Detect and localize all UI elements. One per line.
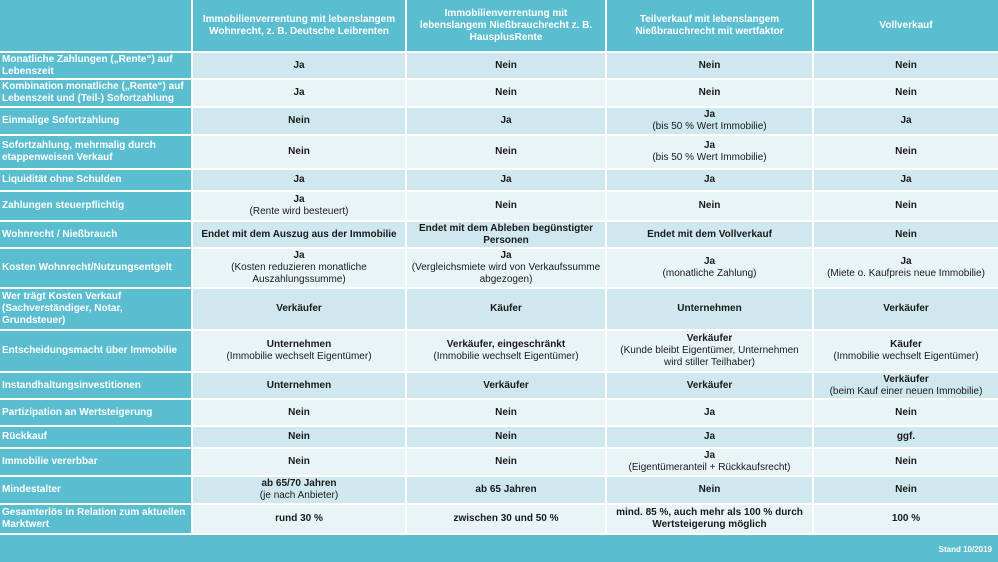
table-cell (813, 221, 998, 248)
cell-value: Ja (900, 256, 912, 267)
table-cell (606, 248, 813, 288)
table-cell (406, 372, 606, 399)
cell-value: Ja (703, 406, 716, 418)
cell-value: Ja (703, 256, 716, 267)
cell-note: (Immobilie wechselt Eigentümer) (433, 351, 579, 362)
table-cell (606, 79, 813, 107)
table-row (0, 79, 998, 107)
table-cell (406, 107, 606, 135)
table-row (0, 372, 998, 399)
cell-value: Unternehmen (677, 303, 742, 314)
row-label: Wohnrecht / Nießbrauch (0, 221, 192, 248)
table-cell (192, 448, 406, 476)
cell-value: Nein (495, 87, 517, 98)
cell-value: Verkäufer (686, 333, 733, 344)
table-row (0, 476, 998, 504)
cell-note: (Immobilie wechselt Eigentümer) (833, 351, 979, 362)
row-label: Entscheidungsmacht über Immobilie (0, 330, 192, 372)
cell-value: Nein (698, 59, 721, 71)
cell-value: Nein (288, 431, 310, 442)
cell-value: Nein (698, 87, 721, 98)
cell-value: zwischen 30 und 50 % (453, 513, 559, 524)
cell-note: (Vergleichsmiete wird von Verkaufssumme abgezogen) (411, 262, 601, 285)
cell-value: Verkäufer, eingeschränkt (446, 339, 566, 350)
table-cell (813, 79, 998, 107)
cell-value: Nein (895, 87, 917, 98)
row-label: Liquidität ohne Schulden (0, 169, 192, 191)
table-cell (606, 221, 813, 248)
cell-value: rund 30 % (275, 513, 323, 524)
table-cell (813, 399, 998, 426)
cell-value: Nein (288, 115, 310, 126)
table-cell (406, 399, 606, 426)
table-cell (813, 476, 998, 504)
cell-note: (je nach Anbieter) (259, 490, 339, 501)
row-label: Kosten Wohnrecht/Nutzungsentgelt (0, 248, 192, 288)
cell-value: Ja (703, 140, 716, 151)
cell-note: (bis 50 % Wert Immobilie) (652, 121, 767, 132)
row-label: Immobilie vererbbar (0, 448, 192, 476)
table-cell (813, 191, 998, 221)
column-header: Teilverkauf mit lebenslangem Nießbrauchrecht mit wertfaktor (606, 0, 813, 52)
cell-value: Nein (288, 406, 310, 418)
row-label: Monatliche Zahlungen („Rente“) auf Lebenszeit (0, 52, 192, 79)
cell-value: ab 65 Jahren (475, 484, 537, 495)
cell-value: Ja (703, 431, 716, 442)
cell-value: Ja (293, 174, 305, 185)
row-label: Wer trägt Kosten Verkauf (Sachverständiger, Notar, Grundsteuer) (0, 288, 192, 330)
table-cell (406, 248, 606, 288)
cell-value: Verkäufer (883, 373, 929, 385)
cell-value: Ja (293, 59, 305, 71)
table-cell (406, 169, 606, 191)
row-label: Sofortzahlung, mehrmalig durch etappenweisen Verkauf (0, 135, 192, 169)
table-cell (606, 504, 813, 534)
cell-note: (beim Kauf einer neuen Immobilie) (829, 385, 983, 397)
table-cell (192, 79, 406, 107)
cell-value: Nein (698, 484, 721, 495)
table-cell (192, 191, 406, 221)
column-header: Vollverkauf (813, 0, 998, 52)
cell-value: Ja (293, 87, 305, 98)
cell-value: ggf. (896, 431, 916, 442)
cell-value: Verkäufer (883, 303, 929, 314)
cell-value: Nein (895, 484, 917, 495)
cell-value: Ja (900, 174, 912, 185)
cell-value: Nein (495, 406, 517, 418)
table-cell (606, 399, 813, 426)
footer-date: Stand 10/2019 (938, 545, 992, 554)
cell-note: (bis 50 % Wert Immobilie) (652, 152, 767, 163)
table-cell (606, 476, 813, 504)
table-cell (606, 191, 813, 221)
cell-note: (Rente wird besteuert) (249, 206, 349, 217)
table-cell (192, 476, 406, 504)
table-row (0, 248, 998, 288)
column-header: Immobilienverrentung mit lebenslangem Wohnrecht, z. B. Deutsche Leibrenten (192, 0, 406, 52)
row-label: Gesamterlös in Relation zum aktuellen Marktwert (0, 504, 192, 534)
table-cell (192, 504, 406, 534)
cell-value: mind. 85 %, auch mehr als 100 % durch Wertsteigerung möglich (616, 507, 803, 530)
cell-value: Nein (895, 228, 917, 240)
row-label: Rückkauf (0, 426, 192, 448)
cell-value: Ja (703, 450, 716, 461)
table-cell (192, 372, 406, 399)
cell-value: Ja (703, 174, 716, 185)
row-label: Mindestalter (0, 476, 192, 504)
cell-value: Nein (895, 456, 917, 467)
cell-value: Verkäufer (483, 379, 529, 391)
table-cell (192, 330, 406, 372)
table-row (0, 399, 998, 426)
table-row (0, 52, 998, 79)
table-row (0, 221, 998, 248)
table-row (0, 330, 998, 372)
cell-value: Ja (500, 174, 512, 185)
table-cell (606, 426, 813, 448)
cell-value: Nein (895, 406, 917, 418)
table-cell (192, 107, 406, 135)
cell-value: Unternehmen (266, 379, 332, 391)
row-label: Zahlungen steuerpflichtig (0, 191, 192, 221)
table-cell (813, 330, 998, 372)
table-cell (192, 426, 406, 448)
table-row (0, 107, 998, 135)
table-cell (406, 52, 606, 79)
table-row (0, 288, 998, 330)
table-cell (606, 135, 813, 169)
table-cell (813, 288, 998, 330)
table-cell (192, 169, 406, 191)
cell-value: Ja (500, 250, 512, 261)
table-cell (606, 330, 813, 372)
table-cell (406, 79, 606, 107)
table-cell (606, 372, 813, 399)
table-cell (192, 288, 406, 330)
table-cell (606, 52, 813, 79)
table-header-row (0, 0, 998, 52)
cell-value: Endet mit dem Vollverkauf (647, 228, 772, 240)
cell-value: Ja (293, 250, 305, 261)
cell-value: Verkäufer (276, 303, 322, 314)
table-cell (192, 399, 406, 426)
table-row (0, 191, 998, 221)
table-cell (406, 448, 606, 476)
cell-value: Nein (495, 146, 517, 157)
cell-note: (Kosten reduzieren monatliche Auszahlungssumme) (231, 262, 367, 285)
table-row (0, 135, 998, 169)
table-cell (406, 476, 606, 504)
table-row (0, 504, 998, 534)
table-cell (406, 288, 606, 330)
table-cell (606, 448, 813, 476)
cell-value: Ja (900, 115, 912, 126)
table-cell (606, 288, 813, 330)
cell-value: Nein (288, 146, 310, 157)
row-label: Partizipation an Wertsteigerung (0, 399, 192, 426)
cell-note: (Eigentümeranteil + Rückkaufsrecht) (628, 462, 791, 473)
table-cell (406, 221, 606, 248)
cell-value: Nein (495, 200, 517, 211)
cell-value: Unternehmen (266, 339, 332, 350)
table-cell (813, 426, 998, 448)
cell-value: 100 % (891, 513, 921, 524)
table-cell (406, 135, 606, 169)
cell-note: (monatliche Zahlung) (662, 268, 757, 279)
cell-value: Nein (895, 59, 917, 71)
table-row (0, 426, 998, 448)
cell-value: ab 65/70 Jahren (261, 478, 337, 489)
table-cell (192, 135, 406, 169)
cell-value: Endet mit dem Ableben begünstigter Personen (418, 222, 594, 246)
cell-value: Endet mit dem Auszug aus der Immobilie (201, 228, 397, 240)
cell-value: Ja (703, 109, 716, 120)
cell-value: Nein (495, 431, 517, 442)
cell-value: Ja (500, 115, 512, 126)
cell-note: (Kunde bleibt Eigentümer, Unternehmen wird stiller Teilhaber) (620, 345, 799, 368)
cell-value: Nein (895, 146, 917, 157)
table-cell (406, 191, 606, 221)
cell-value: Nein (698, 200, 721, 211)
table-cell (813, 248, 998, 288)
row-label: Einmalige Sofortzahlung (0, 107, 192, 135)
table-cell (406, 504, 606, 534)
row-label: Kombination monatliche („Rente“) auf Lebenszeit und (Teil-) Sofortzahlung (0, 79, 192, 107)
table-cell (813, 504, 998, 534)
cell-value: Käufer (490, 303, 522, 314)
cell-value: Nein (495, 59, 517, 71)
table-cell (406, 426, 606, 448)
cell-value: Käufer (890, 339, 922, 350)
cell-value: Verkäufer (686, 379, 733, 391)
table-cell (192, 248, 406, 288)
table-cell (813, 169, 998, 191)
table-row (0, 169, 998, 191)
table-cell (813, 107, 998, 135)
table-row (0, 448, 998, 476)
table-cell (606, 169, 813, 191)
cell-note: (Immobilie wechselt Eigentümer) (226, 351, 372, 362)
cell-value: Nein (895, 200, 917, 211)
cell-note: (Miete o. Kaufpreis neue Immobilie) (827, 268, 985, 279)
table-cell (192, 52, 406, 79)
table-cell (192, 221, 406, 248)
row-label: Instandhaltungsinvestitionen (0, 372, 192, 399)
table-cell (813, 372, 998, 399)
cell-value: Nein (288, 456, 310, 467)
column-header: Immobilienverrentung mit lebenslangem Nießbrauchrecht z. B. HausplusRente (406, 0, 606, 52)
table-cell (406, 330, 606, 372)
table-cell (606, 107, 813, 135)
table-cell (813, 52, 998, 79)
header-corner (0, 0, 192, 52)
cell-value: Ja (293, 194, 305, 205)
table-cell (813, 448, 998, 476)
cell-value: Nein (495, 456, 517, 467)
table-cell (813, 135, 998, 169)
